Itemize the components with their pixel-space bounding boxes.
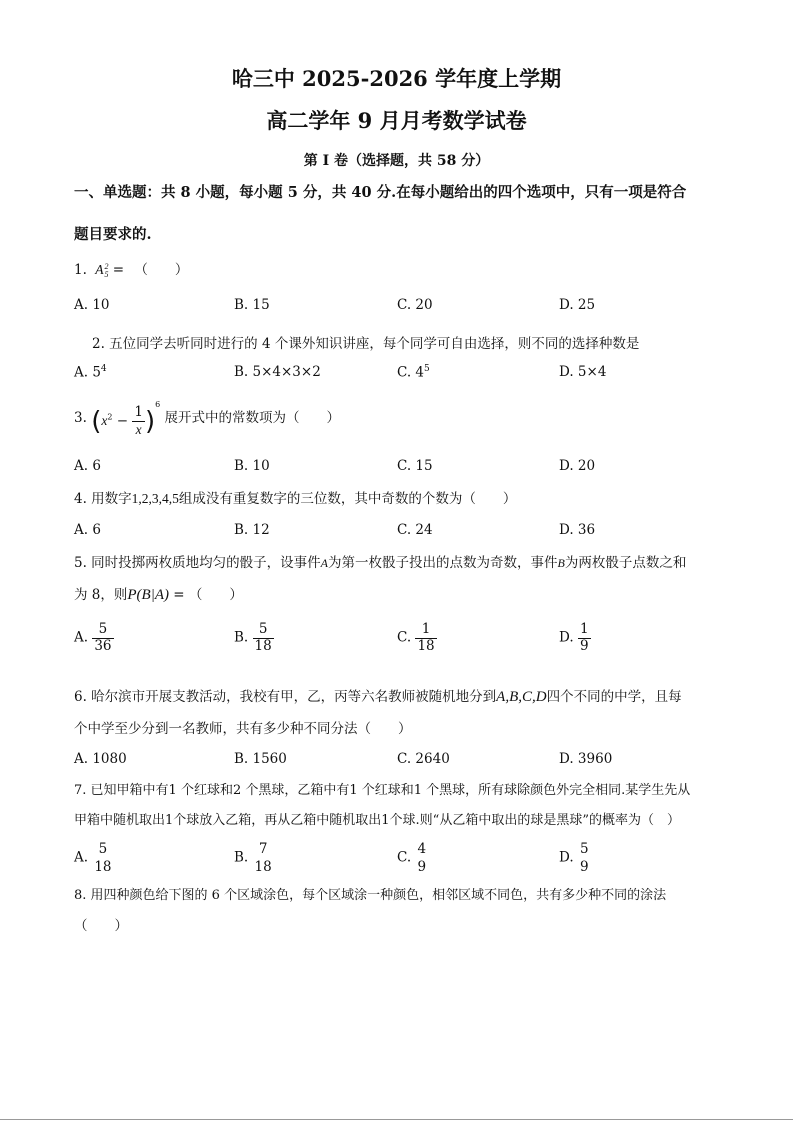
question-8-paren: （ ） <box>74 918 128 934</box>
fraction-denominator: 18 <box>94 859 112 876</box>
event-a: A <box>320 556 329 570</box>
option-label: B. <box>234 849 249 866</box>
fraction-numerator: 4 <box>417 841 427 857</box>
q5-option-d <box>559 622 591 654</box>
question-text: 为 8，则 <box>74 587 128 603</box>
option-label: A. <box>74 849 89 866</box>
question-text: 4. 用数字 <box>74 491 132 507</box>
option-label: C. <box>397 629 412 646</box>
q6-option-c: C. 2640 <box>397 751 450 767</box>
q6-option-a: A. 1080 <box>74 751 127 767</box>
fraction-denominator: 9 <box>417 859 427 876</box>
q2-option-c-exponent: 5 <box>424 364 430 374</box>
q3-option-c: C. 15 <box>397 458 433 474</box>
q2-option-b: B. 5×4×3×2 <box>234 364 321 380</box>
question-text: 6. 哈尔滨市开展支教活动，我校有甲，乙，丙等六名教师被随机地分到 <box>74 689 497 705</box>
option-fraction <box>92 622 113 654</box>
question-text-tail: 为两枚骰子点数之和 <box>564 555 687 571</box>
q5-option-a <box>74 622 114 654</box>
q7-option-c <box>397 840 428 876</box>
exam-title: 哈三中 2025-2026 学年度上学期 <box>231 66 562 91</box>
q5-option-c <box>397 622 437 654</box>
question-7-line2: 甲箱中随机取出1个球放入乙箱，再从乙箱中随机取出1个球.则“从乙箱中取出的球是黑球”的概率为（ ） <box>74 813 680 828</box>
permutation-symbol <box>95 262 108 277</box>
digit-list: 1,2,3,4,5 <box>131 491 179 506</box>
event-b: B <box>557 556 565 570</box>
fraction-denominator: 18 <box>417 637 435 654</box>
option-label: B. <box>234 629 249 646</box>
fraction-denominator: 18 <box>254 859 272 876</box>
question-6-line2: 个中学至少分到一名教师，共有多少种不同分法（ ） <box>74 721 412 737</box>
answer-paren: （ ） <box>134 262 189 278</box>
fraction-numerator: 5 <box>253 622 274 639</box>
q1-option-b: B. 15 <box>234 297 270 313</box>
q4-option-a: A. 6 <box>74 522 101 538</box>
option-fraction <box>578 840 591 876</box>
option-label: A. <box>74 629 89 646</box>
q7-option-b <box>234 840 274 876</box>
question-text-mid: 为第一枚骰子投出的点数为奇数，事件 <box>328 555 558 571</box>
question-number: 3. <box>74 410 87 426</box>
fraction-denominator: 9 <box>579 637 589 654</box>
q1-option-c: C. 20 <box>397 297 433 313</box>
fraction-numerator: 5 <box>579 841 589 857</box>
q3-option-a: A. 6 <box>74 458 101 474</box>
option-fraction <box>92 840 113 876</box>
fraction-denominator: 36 <box>94 637 112 654</box>
question-4 <box>74 487 516 507</box>
answer-paren: = （ ） <box>169 587 243 603</box>
question-text: 展开式中的常数项为（ ） <box>164 410 340 426</box>
left-paren: ( <box>91 406 102 437</box>
q6-option-d: D. 3960 <box>559 751 613 767</box>
question-7-line1: 7. 已知甲箱中有1 个红球和2 个黑球，乙箱中有1 个红球和1 个黑球，所有球除颜色外完全相同.某学生先从 <box>74 783 691 798</box>
section-instructions-line1: 一、单选题：共 8 小题，每小题 5 分，共 40 分.在每小题给出的四个选项中，只有一项是符合 <box>74 184 687 201</box>
var-x: x <box>101 412 108 428</box>
question-8-line1: 8. 用四种颜色给下图的 6 个区域涂色，每个区域涂一种颜色，相邻区域不同色，共有多少种不同的涂法 <box>74 888 667 903</box>
conditional-probability: P(B|A) <box>127 587 169 603</box>
question-text-tail: 组成没有重复数字的三位数，其中奇数的个数为（ ） <box>178 491 517 507</box>
exam-subtitle: 高二学年 9 月月考数学试卷 <box>266 108 527 133</box>
question-2: 2. 五位同学去听同时进行的 4 个课外知识讲座，每个同学可自由选择，则不同的选择种数是 <box>92 336 640 352</box>
q2-option-d: D. 5×4 <box>559 364 607 380</box>
q1-option-d: D. 25 <box>559 297 596 313</box>
option-fraction <box>578 622 591 654</box>
q2-option-c <box>397 364 430 381</box>
q2-option-a-base: A. 5 <box>74 364 101 381</box>
question-1 <box>74 258 188 279</box>
question-5-line2 <box>74 583 243 604</box>
q2-option-a <box>74 364 107 381</box>
option-label: D. <box>559 849 574 866</box>
minus-sign: − <box>112 412 133 429</box>
option-fraction <box>253 840 274 876</box>
fraction-denominator: 9 <box>579 859 589 876</box>
option-fraction <box>415 622 436 654</box>
option-label: C. <box>397 849 412 866</box>
question-5-line1 <box>74 551 686 571</box>
q4-option-b: B. 12 <box>234 522 270 538</box>
q4-option-c: C. 24 <box>397 522 433 538</box>
right-paren: ) <box>144 406 156 437</box>
question-number: 1. <box>74 262 87 278</box>
fraction-numerator: 1 <box>415 622 436 639</box>
outer-exponent: 6 <box>155 399 161 409</box>
q2-option-c-base: C. 4 <box>397 364 425 381</box>
fraction-numerator: 1 <box>579 621 589 637</box>
question-6-line1 <box>74 685 682 706</box>
fraction-numerator: 7 <box>258 841 268 857</box>
x-exponent: 2 <box>107 412 113 422</box>
option-fraction <box>253 622 274 654</box>
question-text-tail: 四个不同的中学，且每 <box>546 689 682 705</box>
school-labels: A,B,C,D <box>496 689 547 705</box>
q7-option-d <box>559 840 591 876</box>
fraction-numerator: 5 <box>98 841 108 857</box>
equals-sign: = <box>108 262 125 278</box>
q1-option-a: A. 10 <box>74 297 110 313</box>
fraction-denominator: x <box>135 421 142 437</box>
section-instructions-line2: 题目要求的. <box>74 226 152 243</box>
perm-sub: 5 <box>104 269 109 279</box>
part-heading: 第 I 卷（选择题，共 58 分） <box>303 153 490 169</box>
option-label: D. <box>559 629 574 646</box>
q2-option-a-exponent: 4 <box>100 364 107 374</box>
option-fraction <box>415 840 428 876</box>
question-text: 5. 同时投掷两枚质地均匀的骰子，设事件 <box>74 555 321 571</box>
page-bottom-divider <box>0 1119 793 1120</box>
perm-base: A <box>95 262 104 277</box>
fraction-numerator: 5 <box>92 622 113 639</box>
binomial-expression <box>91 400 160 438</box>
q5-option-b <box>234 622 274 654</box>
question-3 <box>74 396 340 440</box>
fraction-numerator: 1 <box>134 404 143 421</box>
q3-option-b: B. 10 <box>234 458 270 474</box>
fraction-denominator: 18 <box>254 637 272 654</box>
q6-option-b: B. 1560 <box>234 751 287 767</box>
fraction-one-over-x <box>132 405 145 437</box>
q7-option-a <box>74 840 114 876</box>
q4-option-d: D. 36 <box>559 522 596 538</box>
perm-sup: 2 <box>104 261 109 271</box>
q3-option-d: D. 20 <box>559 458 596 474</box>
